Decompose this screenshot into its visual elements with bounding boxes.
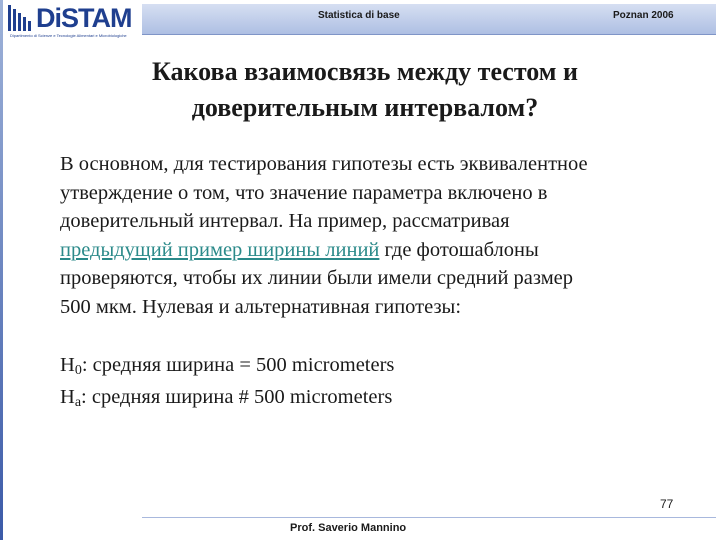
alternative-hypothesis [60, 384, 700, 416]
title-line-1: Какова взаимосвязь между тестом и [152, 57, 578, 86]
body-line-3: доверительный интервал. На пример, рассматривая [60, 210, 510, 232]
author-name: Prof. Saverio Mannino [290, 522, 407, 534]
slide-header [0, 0, 720, 46]
body-line-4-rest: где фотошаблоны [379, 238, 539, 261]
footer-divider [142, 517, 716, 518]
body-line-2: утверждение о том, что значение параметра включено в [60, 181, 548, 204]
slide-title [40, 54, 690, 126]
side-stripe [0, 0, 3, 540]
event-location-year: Poznan 2006 [613, 10, 674, 21]
title-line-2: доверительным интервалом? [191, 93, 539, 122]
body-line-4 [60, 236, 700, 265]
h0-letter: H [60, 354, 75, 376]
ha-letter: H [60, 386, 75, 408]
body-paragraph [60, 150, 700, 321]
previous-example-link[interactable]: предыдущий пример ширины линий [60, 238, 380, 261]
body-line-1: В основном, для тестирования гипотезы есть эквивалентное [60, 153, 588, 175]
logo-subtitle: Dipartimento di Scienze e Tecnologie Alimentari e Microbiologiche [10, 33, 127, 38]
course-title: Statistica di base [318, 10, 400, 21]
page-number: 77 [660, 497, 674, 511]
h0-statement: : средняя ширина = 500 micrometers [81, 354, 395, 376]
null-hypothesis [60, 352, 700, 384]
ha-subscript: a [74, 395, 82, 410]
distam-logo [6, 3, 134, 43]
ha-statement: : средняя ширина # 500 micrometers [81, 386, 393, 408]
body-line-5: проверяются, чтобы их линии были имели средний размер [60, 267, 574, 289]
header-divider [142, 34, 716, 35]
body-line-6: 500 мкм. Нулевая и альтернативная гипотезы: [60, 295, 462, 318]
hypotheses-block [60, 352, 700, 416]
h0-subscript: 0 [74, 363, 82, 378]
logo-name: DiSTAM [36, 3, 132, 33]
logo-mark-icon [6, 3, 36, 35]
